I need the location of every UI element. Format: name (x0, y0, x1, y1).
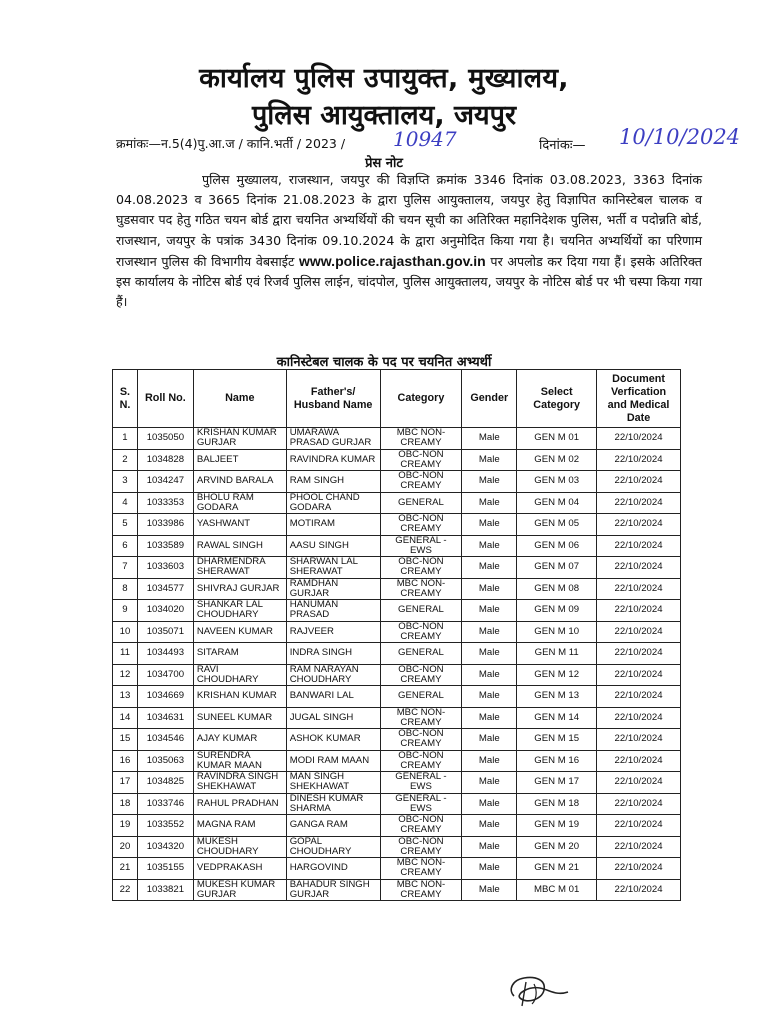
cell-select-category: GEN M 11 (517, 643, 597, 665)
cell-gender: Male (462, 600, 517, 622)
cell-select-category: MBC M 01 (517, 879, 597, 901)
cell-name: ARVIND BARALA (193, 471, 286, 493)
cell-sn: 22 (113, 879, 138, 901)
table-row (113, 471, 681, 493)
cell-doc-date: 22/10/2024 (597, 557, 681, 579)
cell-roll: 1033353 (137, 492, 193, 514)
cell-gender: Male (462, 729, 517, 751)
cell-sn: 14 (113, 707, 138, 729)
cell-doc-date: 22/10/2024 (597, 858, 681, 880)
table-row (113, 686, 681, 708)
cell-father-name: MAN SINGH SHEKHAWAT (286, 772, 380, 794)
table-row (113, 578, 681, 600)
cell-select-category: GEN M 07 (517, 557, 597, 579)
cell-name: KRISHAN KUMAR GURJAR (193, 428, 286, 450)
cell-gender: Male (462, 643, 517, 665)
cell-select-category: GEN M 16 (517, 750, 597, 772)
cell-name: NAVEEN KUMAR (193, 621, 286, 643)
table-row (113, 535, 681, 557)
cell-gender: Male (462, 836, 517, 858)
cell-category: GENERAL - EWS (380, 793, 462, 815)
table-header-row (113, 370, 681, 428)
cell-name: MUKESH CHOUDHARY (193, 836, 286, 858)
cell-roll: 1033603 (137, 557, 193, 579)
cell-doc-date: 22/10/2024 (597, 428, 681, 450)
cell-roll: 1034577 (137, 578, 193, 600)
table-row (113, 707, 681, 729)
table-body (113, 428, 681, 901)
cell-father-name: JUGAL SINGH (286, 707, 380, 729)
cell-name: VEDPRAKASH (193, 858, 286, 880)
table-row (113, 621, 681, 643)
cell-roll: 1034825 (137, 772, 193, 794)
cell-category: OBC-NON CREAMY (380, 621, 462, 643)
cell-category: MBC NON-CREAMY (380, 858, 462, 880)
cell-roll: 1033552 (137, 815, 193, 837)
cell-doc-date: 22/10/2024 (597, 879, 681, 901)
cell-select-category: GEN M 06 (517, 535, 597, 557)
cell-select-category: GEN M 18 (517, 793, 597, 815)
cell-gender: Male (462, 471, 517, 493)
cell-category: OBC-NON CREAMY (380, 514, 462, 536)
cell-gender: Male (462, 449, 517, 471)
table-row (113, 600, 681, 622)
cell-gender: Male (462, 492, 517, 514)
cell-sn: 4 (113, 492, 138, 514)
cell-gender: Male (462, 772, 517, 794)
cell-category: MBC NON-CREAMY (380, 879, 462, 901)
header-gender: Gender (462, 370, 517, 428)
cell-select-category: GEN M 04 (517, 492, 597, 514)
cell-category: OBC-NON CREAMY (380, 729, 462, 751)
cell-father-name: DINESH KUMAR SHARMA (286, 793, 380, 815)
cell-select-category: GEN M 20 (517, 836, 597, 858)
cell-gender: Male (462, 793, 517, 815)
body-text-part2: पर अपलोड कर दिया गया हैं। इसके अतिरिक्त इस कार्यालय के नोटिस बोर्ड एवं रिजर्व पुलिस लाईन, चांदपोल, पुलिस आयुक्तालय, जयपुर के नोटिस बोर्ड पर भी चस्पा किया गया हैं। (116, 253, 702, 310)
cell-select-category: GEN M 21 (517, 858, 597, 880)
cell-sn: 9 (113, 600, 138, 622)
cell-select-category: GEN M 05 (517, 514, 597, 536)
cell-doc-date: 22/10/2024 (597, 750, 681, 772)
date-label: दिनांकः— (539, 138, 586, 153)
cell-select-category: GEN M 09 (517, 600, 597, 622)
cell-select-category: GEN M 01 (517, 428, 597, 450)
cell-select-category: GEN M 19 (517, 815, 597, 837)
table-row (113, 793, 681, 815)
table-row (113, 643, 681, 665)
cell-sn: 21 (113, 858, 138, 880)
cell-category: GENERAL (380, 686, 462, 708)
table-row (113, 836, 681, 858)
cell-select-category: GEN M 14 (517, 707, 597, 729)
cell-category: GENERAL - EWS (380, 772, 462, 794)
cell-roll: 1034631 (137, 707, 193, 729)
cell-father-name: BAHADUR SINGH GURJAR (286, 879, 380, 901)
cell-doc-date: 22/10/2024 (597, 729, 681, 751)
reference-label: क्रमांकः—न.5(4)पु.आ.ज / कानि.भर्ती / 2023 / (116, 136, 346, 151)
cell-father-name: SHARWAN LAL SHERAWAT (286, 557, 380, 579)
cell-category: MBC NON-CREAMY (380, 707, 462, 729)
cell-doc-date: 22/10/2024 (597, 471, 681, 493)
cell-father-name: GANGA RAM (286, 815, 380, 837)
cell-name: MAGNA RAM (193, 815, 286, 837)
cell-roll: 1035050 (137, 428, 193, 450)
cell-sn: 16 (113, 750, 138, 772)
cell-doc-date: 22/10/2024 (597, 514, 681, 536)
table-row (113, 664, 681, 686)
cell-sn: 8 (113, 578, 138, 600)
cell-roll: 1034546 (137, 729, 193, 751)
cell-category: OBC-NON CREAMY (380, 557, 462, 579)
cell-doc-date: 22/10/2024 (597, 664, 681, 686)
cell-roll: 1034828 (137, 449, 193, 471)
cell-roll: 1033746 (137, 793, 193, 815)
cell-roll: 1035155 (137, 858, 193, 880)
cell-select-category: GEN M 13 (517, 686, 597, 708)
cell-doc-date: 22/10/2024 (597, 686, 681, 708)
cell-roll: 1034020 (137, 600, 193, 622)
header-select-category: Select Category (517, 370, 597, 428)
cell-gender: Male (462, 578, 517, 600)
cell-category: MBC NON-CREAMY (380, 578, 462, 600)
cell-roll: 1035071 (137, 621, 193, 643)
cell-name: SHIVRAJ GURJAR (193, 578, 286, 600)
header-name: Name (193, 370, 286, 428)
cell-name: KRISHAN KUMAR (193, 686, 286, 708)
cell-name: BHOLU RAM GODARA (193, 492, 286, 514)
cell-name: YASHWANT (193, 514, 286, 536)
cell-category: GENERAL (380, 643, 462, 665)
cell-sn: 12 (113, 664, 138, 686)
cell-father-name: MOTIRAM (286, 514, 380, 536)
cell-father-name: RAJVEER (286, 621, 380, 643)
office-title-line1: कार्यालय पुलिस उपायुक्त, मुख्यालय, (199, 63, 569, 94)
cell-father-name: RAMDHAN GURJAR (286, 578, 380, 600)
cell-gender: Male (462, 707, 517, 729)
cell-category: OBC-NON CREAMY (380, 449, 462, 471)
cell-doc-date: 22/10/2024 (597, 772, 681, 794)
cell-select-category: GEN M 17 (517, 772, 597, 794)
cell-father-name: AASU SINGH (286, 535, 380, 557)
cell-sn: 19 (113, 815, 138, 837)
cell-father-name: INDRA SINGH (286, 643, 380, 665)
cell-category: OBC-NON CREAMY (380, 750, 462, 772)
cell-name: RAVI CHOUDHARY (193, 664, 286, 686)
table-row (113, 557, 681, 579)
cell-gender: Male (462, 879, 517, 901)
cell-father-name: RAM SINGH (286, 471, 380, 493)
table-row (113, 514, 681, 536)
signature-image (506, 970, 576, 1010)
table-row (113, 449, 681, 471)
table-row (113, 729, 681, 751)
cell-name: BALJEET (193, 449, 286, 471)
cell-name: SHANKAR LAL CHOUDHARY (193, 600, 286, 622)
cell-name: RAWAL SINGH (193, 535, 286, 557)
cell-sn: 20 (113, 836, 138, 858)
cell-category: OBC-NON CREAMY (380, 471, 462, 493)
cell-select-category: GEN M 15 (517, 729, 597, 751)
cell-gender: Male (462, 815, 517, 837)
cell-gender: Male (462, 557, 517, 579)
cell-roll: 1034669 (137, 686, 193, 708)
header-doc-date: Document Verfication and Medical Date (597, 370, 681, 428)
cell-doc-date: 22/10/2024 (597, 836, 681, 858)
cell-category: GENERAL (380, 600, 462, 622)
cell-select-category: GEN M 02 (517, 449, 597, 471)
cell-sn: 2 (113, 449, 138, 471)
cell-roll: 1034320 (137, 836, 193, 858)
cell-category: OBC-NON CREAMY (380, 815, 462, 837)
website-link: www.police.rajasthan.gov.in (299, 252, 486, 269)
selected-candidates-table (112, 369, 681, 901)
cell-roll: 1034493 (137, 643, 193, 665)
cell-category: OBC-NON CREAMY (380, 836, 462, 858)
table-row (113, 750, 681, 772)
cell-sn: 6 (113, 535, 138, 557)
cell-sn: 15 (113, 729, 138, 751)
date-value-handwritten: 10/10/2024 (619, 125, 741, 149)
press-note-body (116, 170, 702, 312)
cell-doc-date: 22/10/2024 (597, 707, 681, 729)
cell-sn: 18 (113, 793, 138, 815)
cell-sn: 7 (113, 557, 138, 579)
cell-father-name: BANWARI LAL (286, 686, 380, 708)
header-sn: S. N. (113, 370, 138, 428)
cell-category: GENERAL (380, 492, 462, 514)
cell-gender: Male (462, 686, 517, 708)
table-row (113, 815, 681, 837)
cell-gender: Male (462, 428, 517, 450)
cell-doc-date: 22/10/2024 (597, 578, 681, 600)
cell-doc-date: 22/10/2024 (597, 492, 681, 514)
cell-sn: 5 (113, 514, 138, 536)
press-note-heading: प्रेस नोट (365, 156, 403, 171)
cell-roll: 1033821 (137, 879, 193, 901)
cell-father-name: MODI RAM MAAN (286, 750, 380, 772)
cell-sn: 1 (113, 428, 138, 450)
cell-father-name: PHOOL CHAND GODARA (286, 492, 380, 514)
cell-roll: 1035063 (137, 750, 193, 772)
cell-doc-date: 22/10/2024 (597, 621, 681, 643)
cell-father-name: GOPAL CHOUDHARY (286, 836, 380, 858)
cell-select-category: GEN M 03 (517, 471, 597, 493)
cell-category: MBC NON-CREAMY (380, 428, 462, 450)
cell-gender: Male (462, 621, 517, 643)
cell-father-name: RAVINDRA KUMAR (286, 449, 380, 471)
table-row (113, 858, 681, 880)
cell-gender: Male (462, 514, 517, 536)
cell-sn: 17 (113, 772, 138, 794)
cell-father-name: HARGOVIND (286, 858, 380, 880)
cell-gender: Male (462, 664, 517, 686)
table-row (113, 428, 681, 450)
cell-roll: 1034247 (137, 471, 193, 493)
cell-sn: 10 (113, 621, 138, 643)
cell-name: AJAY KUMAR (193, 729, 286, 751)
office-title-line2: पुलिस आयुक्तालय, जयपुर (251, 100, 517, 131)
cell-select-category: GEN M 08 (517, 578, 597, 600)
header-father: Father's/ Husband Name (286, 370, 380, 428)
table-row (113, 772, 681, 794)
cell-name: MUKESH KUMAR GURJAR (193, 879, 286, 901)
cell-name: SITARAM (193, 643, 286, 665)
cell-select-category: GEN M 10 (517, 621, 597, 643)
cell-name: SURENDRA KUMAR MAAN (193, 750, 286, 772)
cell-sn: 13 (113, 686, 138, 708)
cell-doc-date: 22/10/2024 (597, 600, 681, 622)
cell-roll: 1033589 (137, 535, 193, 557)
cell-gender: Male (462, 858, 517, 880)
cell-select-category: GEN M 12 (517, 664, 597, 686)
body-text-part1: पुलिस मुख्यालय, राजस्थान, जयपुर की विज्ञप्ति क्रमांक 3346 दिनांक 03.08.2023, 3363 दिनांक 04.08.2023 व 3665 दिनांक 21.08.2023 के द्वारा पुलिस आयुक्तालय, जयपुर हेतु विज्ञापित कानिस्टेबल चालक व घुडसवार पद हेतु गठित चयन बोर्ड द्वारा चयनित अभ्यर्थियों की चयन सूची का अतिरिक्त महानिदेशक पुलिस, भर्ती व पदोन्नति बोर्ड, राजस्थान, जयपुर के पत्रांक 3430 दिनांक 09.10.2024 के द्वारा अनुमोदित किया गया है। चयनित अभ्यर्थियों का परिणाम राजस्थान पुलिस की विभागीय वेबसाईट (116, 172, 702, 269)
cell-father-name: ASHOK KUMAR (286, 729, 380, 751)
cell-category: GENERAL - EWS (380, 535, 462, 557)
cell-doc-date: 22/10/2024 (597, 815, 681, 837)
cell-gender: Male (462, 535, 517, 557)
cell-doc-date: 22/10/2024 (597, 449, 681, 471)
cell-gender: Male (462, 750, 517, 772)
cell-doc-date: 22/10/2024 (597, 535, 681, 557)
cell-category: OBC-NON CREAMY (380, 664, 462, 686)
cell-father-name: RAM NARAYAN CHOUDHARY (286, 664, 380, 686)
cell-doc-date: 22/10/2024 (597, 793, 681, 815)
cell-father-name: HANUMAN PRASAD (286, 600, 380, 622)
cell-name: RAHUL PRADHAN (193, 793, 286, 815)
cell-sn: 3 (113, 471, 138, 493)
cell-roll: 1034700 (137, 664, 193, 686)
reference-number-handwritten: 10947 (393, 127, 457, 151)
cell-name: RAVINDRA SINGH SHEKHAWAT (193, 772, 286, 794)
cell-doc-date: 22/10/2024 (597, 643, 681, 665)
cell-name: SUNEEL KUMAR (193, 707, 286, 729)
table-title: कानिस्टेबल चालक के पद पर चयनित अभ्यर्थी (276, 355, 492, 370)
cell-name: DHARMENDRA SHERAWAT (193, 557, 286, 579)
header-category: Category (380, 370, 462, 428)
header-roll: Roll No. (137, 370, 193, 428)
cell-father-name: UMARAWA PRASAD GURJAR (286, 428, 380, 450)
cell-sn: 11 (113, 643, 138, 665)
table-row (113, 492, 681, 514)
table-row (113, 879, 681, 901)
cell-roll: 1033986 (137, 514, 193, 536)
